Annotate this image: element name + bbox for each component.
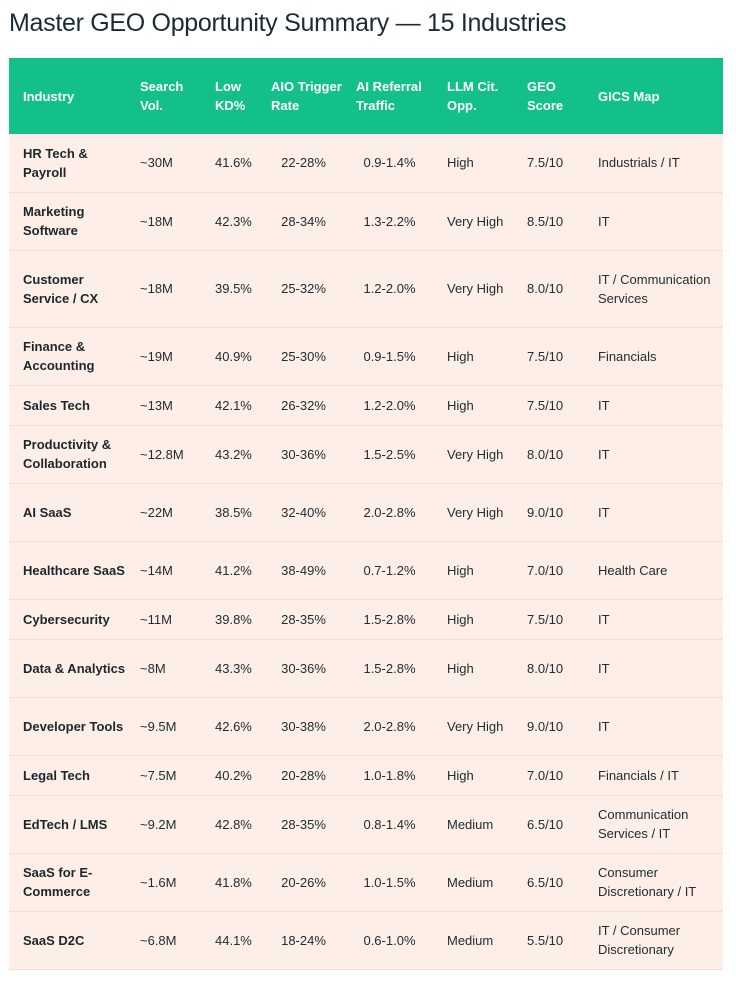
cell-gics-map: Health Care xyxy=(598,562,668,578)
cell-low-kd: 41.8% xyxy=(215,874,252,890)
cell-low-kd: 42.3% xyxy=(215,213,252,229)
cell-low-kd: 40.9% xyxy=(215,348,252,364)
summary-table xyxy=(9,58,723,970)
table-row xyxy=(9,599,723,639)
cell-low-kd: 42.8% xyxy=(215,816,252,832)
cell-ai-referral-traffic: 0.7-1.2% xyxy=(363,562,416,578)
cell-industry: SaaS for E-Commerce xyxy=(23,865,93,899)
cell-gics-map: IT xyxy=(598,397,610,413)
table-row xyxy=(9,250,723,327)
cell-ai-referral-traffic: 1.5-2.8% xyxy=(363,660,416,676)
cell-aio-trigger-rate: 20-28% xyxy=(281,767,326,783)
cell-geo-score: 8.0/10 xyxy=(527,446,564,462)
header-search-vol: Search Vol. xyxy=(140,79,184,113)
cell-search-vol: ~6.8M xyxy=(140,932,177,948)
cell-search-vol: ~9.5M xyxy=(140,718,177,734)
cell-geo-score: 7.5/10 xyxy=(527,397,564,413)
cell-llm-cit-opp: Very High xyxy=(447,213,504,229)
cell-aio-trigger-rate: 26-32% xyxy=(281,397,326,413)
cell-llm-cit-opp: Medium xyxy=(447,816,494,832)
cell-geo-score: 7.5/10 xyxy=(527,611,564,627)
cell-low-kd: 42.1% xyxy=(215,397,252,413)
cell-geo-score: 7.5/10 xyxy=(527,348,564,364)
cell-ai-referral-traffic: 0.9-1.4% xyxy=(363,155,416,171)
cell-geo-score: 9.0/10 xyxy=(527,718,564,734)
cell-industry: Productivity & Collaboration xyxy=(23,437,112,471)
table-row xyxy=(9,327,723,385)
cell-llm-cit-opp: Very High xyxy=(447,504,504,520)
cell-gics-map: IT xyxy=(598,446,610,462)
cell-ai-referral-traffic: 1.2-2.0% xyxy=(363,281,416,296)
header-llm-cit-opp: LLM Cit. Opp. xyxy=(447,79,499,113)
table-row xyxy=(9,795,723,853)
cell-llm-cit-opp: Medium xyxy=(447,932,494,948)
cell-geo-score: 8.5/10 xyxy=(527,213,564,229)
header-geo-score: GEO Score xyxy=(527,79,564,113)
cell-llm-cit-opp: Very High xyxy=(447,446,504,462)
cell-search-vol: ~7.5M xyxy=(140,767,177,783)
cell-aio-trigger-rate: 28-34% xyxy=(281,213,326,229)
cell-low-kd: 44.1% xyxy=(215,932,252,948)
cell-gics-map: Communication Services / IT xyxy=(598,807,689,841)
cell-ai-referral-traffic: 1.0-1.8% xyxy=(363,767,416,783)
cell-geo-score: 7.0/10 xyxy=(527,767,564,783)
table-row xyxy=(9,853,723,911)
cell-geo-score: 8.0/10 xyxy=(527,281,564,296)
table-row xyxy=(9,755,723,795)
cell-industry: Legal Tech xyxy=(23,767,90,783)
cell-geo-score: 5.5/10 xyxy=(527,932,564,948)
cell-ai-referral-traffic: 1.5-2.8% xyxy=(363,611,416,627)
cell-search-vol: ~30M xyxy=(140,155,173,171)
cell-gics-map: Financials xyxy=(598,348,657,364)
cell-gics-map: IT xyxy=(598,504,610,520)
cell-gics-map: Industrials / IT xyxy=(598,155,680,171)
cell-geo-score: 8.0/10 xyxy=(527,660,564,676)
cell-aio-trigger-rate: 32-40% xyxy=(281,504,326,520)
table-row xyxy=(9,483,723,541)
cell-ai-referral-traffic: 0.9-1.5% xyxy=(363,348,416,364)
cell-industry: Cybersecurity xyxy=(23,611,110,627)
cell-search-vol: ~18M xyxy=(140,281,173,296)
cell-llm-cit-opp: High xyxy=(447,348,474,364)
cell-gics-map: Consumer Discretionary / IT xyxy=(598,865,697,899)
cell-llm-cit-opp: High xyxy=(447,767,474,783)
header-row xyxy=(9,58,723,134)
cell-aio-trigger-rate: 28-35% xyxy=(281,816,326,832)
cell-gics-map: IT / Communication Services xyxy=(598,271,711,306)
header-low-kd: Low KD% xyxy=(215,79,246,113)
cell-gics-map: Financials / IT xyxy=(598,767,679,783)
cell-aio-trigger-rate: 25-30% xyxy=(281,348,326,364)
cell-low-kd: 41.6% xyxy=(215,155,252,171)
header-gics-map: GICS Map xyxy=(598,88,660,104)
cell-low-kd: 41.2% xyxy=(215,562,252,578)
cell-industry: Healthcare SaaS xyxy=(23,562,125,578)
cell-low-kd: 39.8% xyxy=(215,611,252,627)
cell-geo-score: 7.5/10 xyxy=(527,155,564,171)
cell-low-kd: 43.2% xyxy=(215,446,252,462)
cell-industry: Sales Tech xyxy=(23,397,90,413)
cell-llm-cit-opp: Very High xyxy=(447,718,504,734)
cell-search-vol: ~12.8M xyxy=(140,446,184,462)
cell-search-vol: ~1.6M xyxy=(140,874,177,890)
cell-aio-trigger-rate: 28-35% xyxy=(281,611,326,627)
table-row xyxy=(9,911,723,969)
cell-search-vol: ~14M xyxy=(140,562,173,578)
table-row xyxy=(9,192,723,250)
cell-industry: Marketing Software xyxy=(23,204,85,238)
cell-llm-cit-opp: High xyxy=(447,155,474,171)
header-ai-referral-traffic: AI Referral Traffic xyxy=(356,79,422,113)
cell-low-kd: 43.3% xyxy=(215,660,252,676)
cell-industry: Finance & Accounting xyxy=(23,339,95,373)
cell-low-kd: 39.5% xyxy=(215,281,252,296)
cell-search-vol: ~13M xyxy=(140,397,173,413)
cell-search-vol: ~18M xyxy=(140,213,173,229)
table-row xyxy=(9,639,723,697)
cell-search-vol: ~22M xyxy=(140,504,173,520)
table-header xyxy=(9,58,723,134)
cell-aio-trigger-rate: 30-36% xyxy=(281,660,326,676)
cell-search-vol: ~19M xyxy=(140,348,173,364)
cell-geo-score: 9.0/10 xyxy=(527,504,564,520)
cell-industry: Customer Service / CX xyxy=(23,271,99,306)
cell-gics-map: IT xyxy=(598,611,610,627)
cell-low-kd: 40.2% xyxy=(215,767,252,783)
cell-gics-map: IT xyxy=(598,213,610,229)
cell-geo-score: 7.0/10 xyxy=(527,562,564,578)
cell-gics-map: IT xyxy=(598,718,610,734)
cell-ai-referral-traffic: 1.3-2.2% xyxy=(363,213,416,229)
cell-llm-cit-opp: High xyxy=(447,562,474,578)
cell-industry: AI SaaS xyxy=(23,504,72,520)
cell-search-vol: ~11M xyxy=(140,611,172,627)
cell-ai-referral-traffic: 0.8-1.4% xyxy=(363,816,416,832)
cell-aio-trigger-rate: 30-38% xyxy=(281,718,326,734)
cell-search-vol: ~9.2M xyxy=(140,816,177,832)
cell-ai-referral-traffic: 0.6-1.0% xyxy=(363,932,416,948)
table-row xyxy=(9,385,723,425)
cell-industry: SaaS D2C xyxy=(23,932,85,948)
cell-aio-trigger-rate: 18-24% xyxy=(281,932,326,948)
cell-aio-trigger-rate: 38-49% xyxy=(281,562,326,578)
cell-llm-cit-opp: High xyxy=(447,611,474,627)
cell-ai-referral-traffic: 2.0-2.8% xyxy=(363,504,416,520)
cell-ai-referral-traffic: 1.2-2.0% xyxy=(363,397,416,413)
cell-geo-score: 6.5/10 xyxy=(527,874,564,890)
cell-aio-trigger-rate: 30-36% xyxy=(281,446,326,462)
table-row xyxy=(9,134,723,192)
cell-low-kd: 42.6% xyxy=(215,718,252,734)
cell-llm-cit-opp: High xyxy=(447,660,474,676)
cell-ai-referral-traffic: 2.0-2.8% xyxy=(363,718,416,734)
cell-geo-score: 6.5/10 xyxy=(527,816,564,832)
cell-gics-map: IT / Consumer Discretionary xyxy=(598,923,681,957)
table-body xyxy=(9,134,723,969)
cell-ai-referral-traffic: 1.5-2.5% xyxy=(363,446,416,462)
cell-ai-referral-traffic: 1.0-1.5% xyxy=(363,874,416,890)
cell-aio-trigger-rate: 22-28% xyxy=(281,155,326,171)
header-aio-trigger-rate: AIO Trigger Rate xyxy=(271,79,342,113)
cell-search-vol: ~8M xyxy=(140,660,166,676)
cell-industry: Data & Analytics xyxy=(23,660,126,676)
table-row xyxy=(9,425,723,483)
cell-aio-trigger-rate: 25-32% xyxy=(281,281,326,296)
table-row xyxy=(9,697,723,755)
cell-industry: HR Tech & Payroll xyxy=(23,145,88,180)
header-industry: Industry xyxy=(23,88,75,104)
cell-gics-map: IT xyxy=(598,660,610,676)
cell-aio-trigger-rate: 20-26% xyxy=(281,874,326,890)
cell-llm-cit-opp: Medium xyxy=(447,874,494,890)
cell-low-kd: 38.5% xyxy=(215,504,252,520)
page-title: Master GEO Opportunity Summary — 15 Industries xyxy=(9,9,567,37)
table-row xyxy=(9,541,723,599)
cell-industry: Developer Tools xyxy=(23,718,124,734)
cell-industry: EdTech / LMS xyxy=(23,816,108,832)
cell-llm-cit-opp: Very High xyxy=(447,281,504,296)
cell-llm-cit-opp: High xyxy=(447,397,474,413)
